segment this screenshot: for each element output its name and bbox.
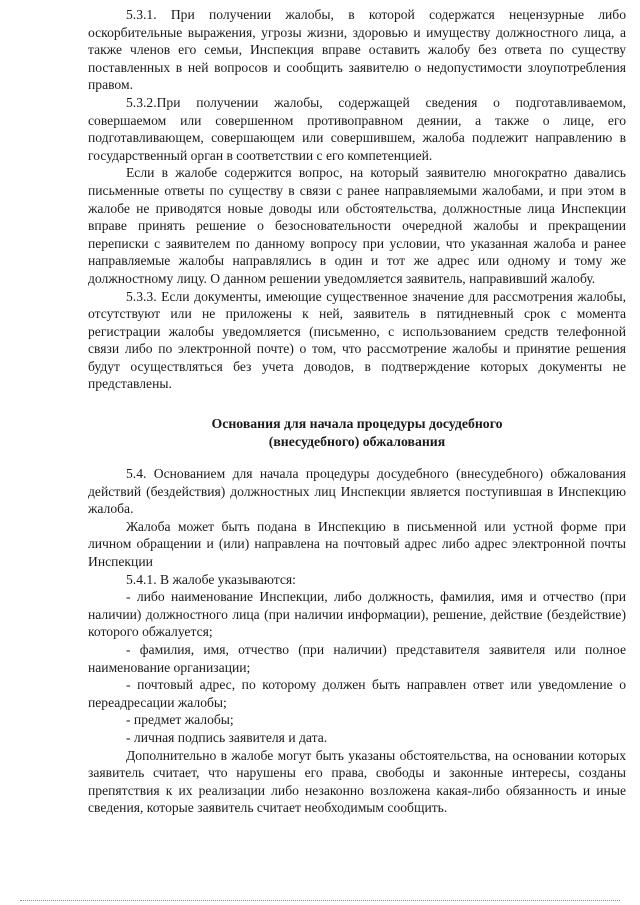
list-item: - предмет жалобы; bbox=[126, 712, 234, 728]
list-item: - либо наименование Инспекции, либо должность, фамилия, имя и отчество (при наличии) должностного лица (при наличии информации), решение, действие (бездействие) которого обжалуется; bbox=[88, 589, 626, 640]
list-item: - почтовый адрес, по которому должен быть направлен ответ или уведомление о переадресации жалобы; bbox=[88, 677, 626, 710]
list-item: - личная подпись заявителя и дата. bbox=[126, 729, 328, 745]
paragraph-5-3-1: 5.3.1. При получении жалобы, в которой содержатся нецензурные либо оскорбительные выражения, угрозы жизни, здоровью и имуществу должностного лица, а также членов его семьи, Инспекция вправе оставить жалобу без ответа по существу поставленных в ней вопросов и сообщить заявителю о недопустимости злоупотребления правом. bbox=[88, 7, 626, 93]
paragraph-repeated-complaints: Если в жалобе содержится вопрос, на который заявителю многократно давались письменные ответы по существу в связи с ранее направляемыми жалобами, и при этом в жалобе не приводятся новые доводы или обстоятельства, должностные лица Инспекции вправе принять решение о безосновательности очередной жалобы и прекращении переписки с заявителем по данному вопросу при условии, что указанная жалоба и ранее направляемые жалобы направлялись в один и тот же адрес или одному и тому же должностному лицу. О данном решении уведомляется заявитель, направивший жалобу. bbox=[88, 165, 626, 286]
paragraph-5-3-2: 5.3.2.При получении жалобы, содержащей сведения о подготавливаемом, совершаемом или совершенном противоправном деянии, а также о лице, его подготавливающем, совершающем или совершившем, жалоба подлежит направлению в государственный орган в соответствии с его компетенцией. bbox=[88, 94, 626, 163]
section-heading-line-2: (внесудебного) обжалования bbox=[268, 434, 446, 450]
section-heading-line-1: Основания для начала процедуры досудебного bbox=[211, 416, 503, 432]
paragraph-additional-info: Дополнительно в жалобе могут быть указаны обстоятельства, на основании которых заявитель считает, что нарушены его права, свободы и законные интересы, созданы препятствия к их реализации либо незаконно возложена какая-либо обязанность и иные сведения, которые заявитель считает необходимым сообщить. bbox=[88, 747, 626, 816]
paragraph-5-4: 5.4. Основанием для начала процедуры досудебного (внесудебного) обжалования действий (бездействия) должностных лиц Инспекции является поступившая в Инспекцию жалоба. bbox=[88, 466, 626, 517]
section-heading bbox=[88, 415, 626, 451]
paragraph-5-3-3: 5.3.3. Если документы, имеющие существенное значение для рассмотрения жалобы, отсутствуют или не приложены к ней, заявитель в пятидневный срок с момента регистрации жалобы уведомляется (письменно, с использованием средств телефонной связи либо по электронной почте) о том, что рассмотрение жалобы и принятие решения будут осуществляться без учета доводов, в подтверждение которых документы не представлены. bbox=[88, 288, 626, 392]
footer-divider bbox=[20, 900, 620, 901]
list-item: - фамилия, имя, отчество (при наличии) представителя заявителя или полное наименование организации; bbox=[88, 642, 626, 675]
paragraph-5-4-1: 5.4.1. В жалобе указываются: bbox=[126, 571, 296, 587]
paragraph-submission-forms: Жалоба может быть подана в Инспекцию в письменной или устной форме при личном обращении и (или) направлена на почтовый адрес либо адрес электронной почты Инспекции bbox=[88, 518, 626, 570]
